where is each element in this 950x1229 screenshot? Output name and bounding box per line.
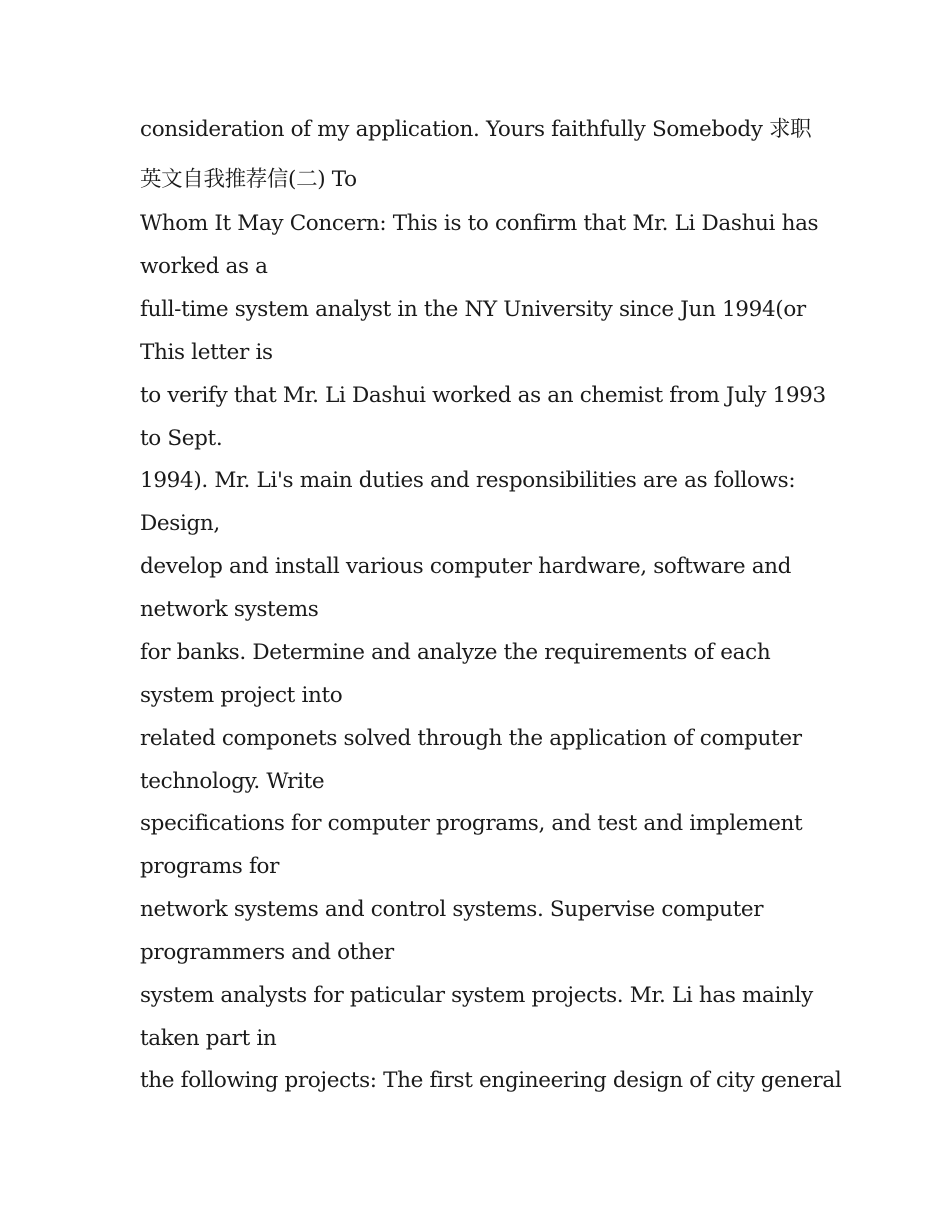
text-line: network systems: [140, 597, 319, 622]
text-line: system analysts for paticular system projects. Mr. Li has mainly: [140, 983, 813, 1008]
text-line: 英文自我推荐信(二) To: [140, 167, 357, 192]
text-line: the following projects: The first engineering design of city general: [140, 1068, 842, 1093]
text-line: programmers and other: [140, 940, 394, 965]
text-line: worked as a: [140, 254, 268, 279]
text-line: network systems and control systems. Supervise computer: [140, 897, 764, 922]
text-line: technology. Write: [140, 769, 325, 794]
text-line: programs for: [140, 854, 280, 879]
text-line: system project into: [140, 683, 343, 708]
text-line: taken part in: [140, 1026, 277, 1051]
text-line: 1994). Mr. Li's main duties and responsibilities are as follows:: [140, 468, 796, 493]
text-line: to verify that Mr. Li Dashui worked as an chemist from July 1993: [140, 383, 826, 408]
text-line: for banks. Determine and analyze the requirements of each: [140, 640, 771, 665]
text-line: Design,: [140, 511, 220, 536]
text-line: Whom It May Concern: This is to confirm that Mr. Li Dashui has: [140, 211, 819, 236]
text-line: full-time system analyst in the NY University since Jun 1994(or: [140, 297, 806, 322]
text-line: to Sept.: [140, 426, 223, 451]
text-line: consideration of my application. Yours faithfully Somebody 求职: [140, 117, 812, 142]
text-line: This letter is: [140, 340, 273, 365]
text-line: specifications for computer programs, and test and implement: [140, 811, 803, 836]
text-line: related componets solved through the application of computer: [140, 726, 802, 751]
text-line: develop and install various computer hardware, software and: [140, 554, 792, 579]
